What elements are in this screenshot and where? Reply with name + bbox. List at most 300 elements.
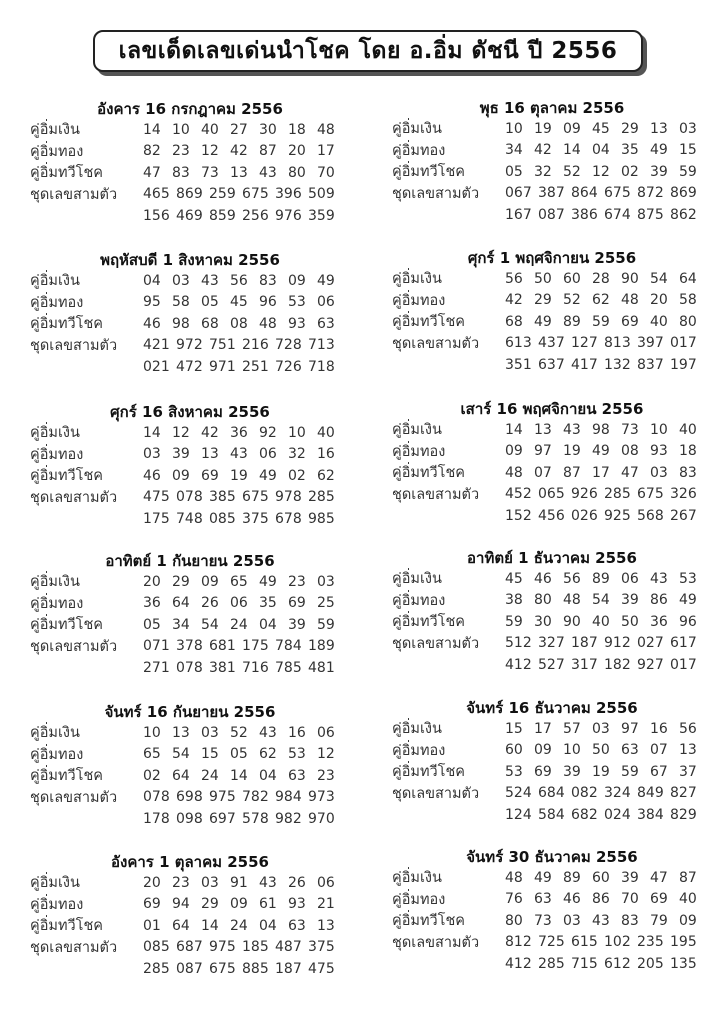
lucky-number: 02 — [288, 467, 306, 484]
lucky-number: 152 — [505, 507, 532, 524]
lucky-number: 984 — [275, 789, 302, 805]
row-label: คู่อิ่มเงิน — [392, 571, 442, 587]
row-label: คู่อิ่มเงิน — [392, 121, 442, 137]
lucky-number: 62 — [317, 467, 335, 484]
number-list — [143, 489, 341, 505]
lucky-number: 06 — [317, 874, 335, 891]
lucky-number: 09 — [679, 912, 697, 929]
number-row-triple1 — [392, 633, 703, 654]
lucky-number: 42 — [505, 292, 523, 308]
lucky-number: 76 — [505, 891, 523, 907]
number-row-money — [30, 270, 346, 291]
lucky-number: 04 — [259, 767, 277, 784]
number-list — [505, 934, 703, 950]
lucky-number: 02 — [143, 767, 161, 784]
lucky-number: 326 — [670, 486, 697, 502]
number-list — [505, 486, 703, 502]
lucky-number: 15 — [505, 720, 523, 737]
number-list — [505, 764, 708, 780]
row-label: คู่อิ่มเงิน — [392, 870, 442, 886]
lucky-number: 45 — [592, 120, 610, 137]
row-label: ชุดเลขสามตัว — [392, 635, 480, 652]
lucky-number: 087 — [538, 206, 565, 223]
lucky-number: 078 — [143, 789, 170, 805]
lucky-number: 06 — [317, 294, 335, 310]
lucky-number: 53 — [679, 570, 697, 587]
lucky-number: 751 — [209, 337, 236, 353]
number-row-money — [392, 419, 708, 440]
row-label: ชุดเลขสามตัว — [392, 335, 480, 352]
number-row-money — [392, 867, 708, 888]
lucky-number: 40 — [201, 121, 219, 138]
lucky-number: 09 — [230, 896, 248, 912]
number-list — [143, 511, 341, 527]
lucky-number: 40 — [679, 891, 697, 907]
lucky-number: 54 — [201, 616, 219, 633]
lucky-number: 14 — [201, 917, 219, 934]
lucky-number: 24 — [201, 767, 219, 784]
lucky-number: 32 — [534, 163, 552, 180]
lucky-number: 475 — [143, 489, 170, 505]
lucky-number: 03 — [317, 573, 335, 590]
lucky-number: 34 — [172, 616, 190, 633]
lucky-number: 06 — [230, 595, 248, 611]
lucky-number: 43 — [259, 724, 277, 741]
number-row-luck — [30, 313, 346, 334]
number-list — [143, 425, 346, 441]
lucky-number: 15 — [201, 746, 219, 762]
row-label: คู่อิ่มทอง — [30, 595, 84, 612]
lucky-number: 69 — [621, 313, 639, 330]
number-row-triple1 — [30, 636, 341, 657]
lucky-number: 97 — [621, 720, 639, 737]
lucky-number: 43 — [230, 446, 248, 462]
row-label: คู่อิ่มทอง — [30, 143, 84, 160]
lucky-number: 43 — [201, 272, 219, 289]
lucky-number: 40 — [679, 421, 697, 438]
lucky-number: 156 — [143, 207, 170, 224]
lucky-number: 50 — [592, 742, 610, 758]
lucky-number: 976 — [275, 207, 302, 224]
lucky-number: 256 — [242, 207, 269, 224]
lucky-number: 20 — [650, 292, 668, 308]
lucky-number: 39 — [650, 163, 668, 180]
lucky-number: 687 — [176, 939, 203, 955]
row-label: คู่อิ่มทวีโชค — [392, 164, 465, 180]
title-box — [93, 30, 643, 72]
row-label: คู่อิ่มทอง — [30, 294, 84, 311]
number-list — [143, 316, 346, 332]
row-label: คู่อิ่มเงิน — [392, 271, 442, 287]
row-label: คู่อิ่มทวีโชค — [30, 165, 103, 181]
lucky-number: 13 — [534, 421, 552, 438]
lucky-number: 317 — [571, 656, 598, 673]
lucky-number: 63 — [288, 917, 306, 934]
lucky-number: 472 — [176, 358, 203, 375]
lucky-number: 35 — [259, 595, 277, 611]
lucky-number: 397 — [637, 335, 664, 351]
number-row-money — [30, 422, 346, 443]
lucky-number: 39 — [621, 869, 639, 886]
lucky-number: 70 — [621, 891, 639, 907]
number-list — [143, 208, 341, 224]
lucky-number: 39 — [288, 616, 306, 633]
lucky-number: 48 — [505, 869, 523, 886]
lucky-number: 52 — [563, 163, 581, 180]
lucky-number: 39 — [172, 446, 190, 462]
lucky-number: 885 — [242, 960, 269, 977]
lucky-number: 94 — [172, 896, 190, 912]
lucky-number: 96 — [259, 294, 277, 310]
number-list — [505, 956, 703, 972]
lucky-number: 813 — [604, 335, 631, 351]
number-row-triple2 — [392, 204, 703, 225]
number-row-triple1 — [392, 484, 703, 505]
number-row-gold — [392, 590, 708, 611]
lucky-number: 926 — [571, 486, 598, 502]
lucky-number: 26 — [288, 874, 306, 891]
lucky-number: 03 — [172, 272, 190, 289]
lucky-number: 09 — [288, 272, 306, 289]
lucky-number: 43 — [259, 874, 277, 891]
row-label: คู่อิ่มทวีโชค — [392, 465, 465, 481]
lucky-number: 387 — [538, 185, 565, 201]
row-label: คู่อิ่มทวีโชค — [30, 768, 103, 784]
lucky-number: 42 — [534, 142, 552, 158]
lucky-number: 43 — [650, 570, 668, 587]
lucky-number: 456 — [538, 507, 565, 524]
lucky-number: 67 — [650, 763, 668, 780]
lucky-number: 14 — [143, 121, 161, 138]
lucky-number: 178 — [143, 810, 170, 827]
row-label: คู่อิ่มทวีโชค — [392, 913, 465, 929]
lucky-number: 08 — [621, 443, 639, 459]
lucky-number: 065 — [538, 486, 565, 502]
lucky-number: 135 — [670, 955, 697, 972]
lucky-number: 48 — [621, 292, 639, 308]
number-list — [143, 939, 341, 955]
row-label: คู่อิ่มทอง — [30, 896, 84, 913]
number-row-triple1 — [30, 184, 341, 205]
lucky-number: 48 — [505, 464, 523, 481]
number-list — [505, 614, 708, 630]
lucky-number: 53 — [288, 294, 306, 310]
lucky-number: 46 — [143, 467, 161, 484]
number-row-triple1 — [30, 335, 341, 356]
number-row-luck — [30, 915, 346, 936]
lucky-number: 04 — [592, 142, 610, 158]
lucky-number: 13 — [201, 446, 219, 462]
lucky-number: 93 — [288, 896, 306, 912]
lucky-number: 10 — [288, 424, 306, 441]
lucky-number: 167 — [505, 206, 532, 223]
lucky-number: 285 — [604, 486, 631, 502]
lucky-number: 40 — [592, 613, 610, 630]
lucky-number: 235 — [637, 934, 664, 950]
lucky-number: 43 — [259, 164, 277, 181]
lucky-number: 375 — [308, 939, 335, 955]
lucky-number: 48 — [317, 121, 335, 138]
lucky-number: 067 — [505, 185, 532, 201]
lucky-number: 32 — [288, 446, 306, 462]
lucky-number: 63 — [288, 767, 306, 784]
lucky-number: 102 — [604, 934, 631, 950]
lucky-number: 182 — [604, 656, 631, 673]
lucky-number: 42 — [230, 143, 248, 159]
lucky-number: 86 — [592, 891, 610, 907]
lucky-number: 725 — [538, 934, 565, 950]
number-list — [505, 207, 703, 223]
number-row-money — [30, 119, 346, 140]
lucky-number: 06 — [259, 446, 277, 462]
number-row-triple2 — [392, 804, 703, 825]
lucky-number: 03 — [592, 720, 610, 737]
number-list — [143, 811, 341, 827]
number-row-money — [392, 718, 708, 739]
number-list — [505, 913, 708, 929]
lucky-number: 697 — [209, 810, 236, 827]
lucky-number: 90 — [563, 613, 581, 630]
lucky-number: 64 — [172, 917, 190, 934]
lucky-number: 96 — [679, 613, 697, 630]
number-row-triple2 — [30, 205, 341, 226]
lucky-number: 69 — [143, 896, 161, 912]
draw-date-heading: อังคาร 1 ตุลาคม 2556 — [111, 853, 269, 871]
lucky-number: 12 — [201, 143, 219, 159]
page-title: เลขเด็ดเลขเด่นนำโชค โดย อ.อิ่ม ดัชนี ปี 2556 — [118, 38, 618, 64]
lucky-number: 327 — [538, 635, 565, 651]
row-label: คู่อิ่มทวีโชค — [30, 468, 103, 484]
number-row-gold — [30, 744, 346, 765]
number-row-triple2 — [30, 808, 341, 829]
lucky-number: 49 — [650, 142, 668, 158]
draw-date-heading: จันทร์ 16 ธันวาคม 2556 — [466, 699, 638, 717]
draw-date-heading: อังคาร 16 กรกฎาคม 2556 — [97, 100, 283, 118]
lucky-number: 378 — [176, 638, 203, 654]
lucky-number: 16 — [288, 724, 306, 741]
lucky-number: 60 — [505, 742, 523, 758]
lucky-number: 69 — [288, 595, 306, 611]
number-list — [505, 142, 708, 158]
lucky-number: 23 — [172, 143, 190, 159]
lucky-number: 18 — [288, 121, 306, 138]
number-list — [505, 508, 703, 524]
lucky-number: 021 — [143, 358, 170, 375]
lucky-number: 29 — [621, 120, 639, 137]
lucky-number: 872 — [637, 185, 664, 201]
lucky-number: 412 — [505, 955, 532, 972]
lucky-number: 09 — [172, 467, 190, 484]
lucky-number: 09 — [505, 443, 523, 459]
row-label: คู่อิ่มทอง — [392, 142, 446, 159]
lucky-number: 18 — [679, 443, 697, 459]
lucky-number: 09 — [201, 573, 219, 590]
lucky-number: 03 — [201, 874, 219, 891]
lucky-number: 027 — [637, 635, 664, 651]
number-list — [143, 165, 346, 181]
lucky-number: 61 — [259, 896, 277, 912]
row-label: ชุดเลขสามตัว — [392, 185, 480, 202]
lucky-number: 975 — [209, 789, 236, 805]
row-label: คู่อิ่มทอง — [392, 592, 446, 609]
lucky-number: 23 — [172, 874, 190, 891]
number-row-triple1 — [30, 937, 341, 958]
lucky-number: 975 — [209, 939, 236, 955]
lucky-number: 675 — [637, 486, 664, 502]
number-list — [143, 746, 346, 762]
number-list — [143, 359, 341, 375]
lucky-number: 73 — [621, 421, 639, 438]
lucky-number: 978 — [275, 489, 302, 505]
lucky-number: 59 — [505, 613, 523, 630]
lucky-number: 785 — [275, 659, 302, 676]
number-list — [505, 571, 708, 587]
lucky-number: 185 — [242, 939, 269, 955]
lucky-number: 70 — [317, 164, 335, 181]
lucky-number: 251 — [242, 358, 269, 375]
number-list — [505, 422, 708, 438]
lucky-number: 19 — [563, 443, 581, 459]
number-row-luck — [392, 761, 708, 782]
number-row-gold — [392, 740, 708, 761]
row-label: คู่อิ่มทอง — [392, 443, 446, 460]
lucky-number: 30 — [534, 613, 552, 630]
lucky-number: 849 — [637, 785, 664, 801]
number-list — [143, 574, 346, 590]
lucky-number: 89 — [563, 869, 581, 886]
row-label: คู่อิ่มเงิน — [30, 725, 80, 741]
lucky-number: 58 — [172, 294, 190, 310]
number-row-luck — [392, 462, 708, 483]
lucky-number: 69 — [650, 891, 668, 907]
lucky-number: 03 — [650, 464, 668, 481]
number-list — [505, 335, 703, 351]
lucky-number: 15 — [679, 142, 697, 158]
lucky-number: 04 — [259, 616, 277, 633]
lucky-number: 837 — [637, 356, 664, 373]
lucky-number: 98 — [172, 315, 190, 332]
row-label: คู่อิ่มเงิน — [30, 574, 80, 590]
lucky-number: 487 — [275, 939, 302, 955]
lucky-number: 58 — [679, 292, 697, 308]
lucky-number: 24 — [230, 616, 248, 633]
lucky-number: 91 — [230, 874, 248, 891]
lucky-number: 469 — [176, 207, 203, 224]
lucky-number: 50 — [534, 270, 552, 287]
lucky-number: 60 — [563, 270, 581, 287]
draw-date-heading: จันทร์ 16 กันยายน 2556 — [104, 703, 276, 721]
lucky-number: 452 — [505, 486, 532, 502]
number-list — [143, 789, 341, 805]
lucky-number: 396 — [275, 186, 302, 202]
number-row-gold — [30, 141, 346, 162]
lucky-number: 92 — [259, 424, 277, 441]
lucky-number: 17 — [534, 720, 552, 737]
lucky-number: 53 — [288, 746, 306, 762]
lucky-number: 34 — [505, 142, 523, 158]
lucky-number: 728 — [275, 337, 302, 353]
lucky-number: 19 — [534, 120, 552, 137]
lucky-number: 13 — [679, 742, 697, 758]
lucky-number: 57 — [563, 720, 581, 737]
lucky-number: 20 — [288, 143, 306, 159]
lucky-number: 60 — [592, 869, 610, 886]
lucky-number: 04 — [143, 272, 161, 289]
row-label: คู่อิ่มเงิน — [30, 122, 80, 138]
lucky-number: 681 — [209, 638, 236, 654]
lucky-number: 87 — [563, 464, 581, 481]
lucky-number: 40 — [317, 424, 335, 441]
lucky-number: 38 — [505, 592, 523, 608]
lucky-number: 36 — [650, 613, 668, 630]
number-list — [505, 807, 703, 823]
lucky-number: 078 — [176, 659, 203, 676]
lucky-number: 64 — [679, 270, 697, 287]
lucky-number: 10 — [172, 121, 190, 138]
lucky-number: 829 — [670, 806, 697, 823]
lucky-number: 14 — [143, 424, 161, 441]
lucky-number: 16 — [317, 446, 335, 462]
lucky-number: 89 — [563, 313, 581, 330]
lucky-number: 05 — [143, 616, 161, 633]
lucky-number: 54 — [592, 592, 610, 608]
lucky-number: 86 — [650, 592, 668, 608]
lucky-number: 970 — [308, 810, 335, 827]
lucky-number: 675 — [242, 489, 269, 505]
number-row-triple2 — [30, 958, 341, 979]
lucky-number: 827 — [670, 785, 697, 801]
lucky-number: 19 — [592, 763, 610, 780]
number-row-gold — [30, 593, 346, 614]
number-row-triple2 — [30, 356, 341, 377]
lucky-number: 73 — [534, 912, 552, 929]
lucky-number: 421 — [143, 337, 170, 353]
lucky-number: 132 — [604, 356, 631, 373]
lucky-number: 69 — [534, 763, 552, 780]
lucky-number: 54 — [650, 270, 668, 287]
lucky-number: 10 — [505, 120, 523, 137]
lucky-number: 615 — [571, 934, 598, 950]
lucky-number: 475 — [308, 960, 335, 977]
lucky-number: 97 — [534, 443, 552, 459]
lucky-number: 12 — [172, 424, 190, 441]
lucky-number: 12 — [592, 163, 610, 180]
lucky-number: 49 — [259, 467, 277, 484]
lucky-number: 07 — [650, 742, 668, 758]
number-row-money — [392, 118, 708, 139]
number-list — [143, 143, 346, 159]
lucky-number: 082 — [571, 785, 598, 801]
lucky-number: 675 — [209, 960, 236, 977]
lucky-number: 14 — [563, 142, 581, 158]
lucky-number: 93 — [650, 443, 668, 459]
lucky-number: 16 — [650, 720, 668, 737]
row-label: คู่อิ่มทวีโชค — [392, 614, 465, 630]
number-list — [505, 357, 703, 373]
row-label: ชุดเลขสามตัว — [30, 186, 118, 203]
lucky-number: 682 — [571, 806, 598, 823]
draw-date-heading: พฤหัสบดี 1 สิงหาคม 2556 — [100, 251, 280, 269]
lucky-number: 726 — [275, 358, 302, 375]
lucky-number: 20 — [143, 573, 161, 590]
lucky-number: 782 — [242, 789, 269, 805]
lucky-number: 14 — [230, 767, 248, 784]
lucky-number: 524 — [505, 785, 532, 801]
number-list — [505, 635, 703, 651]
lucky-number: 29 — [201, 896, 219, 912]
number-row-gold — [392, 441, 708, 462]
row-label: คู่อิ่มเงิน — [392, 422, 442, 438]
